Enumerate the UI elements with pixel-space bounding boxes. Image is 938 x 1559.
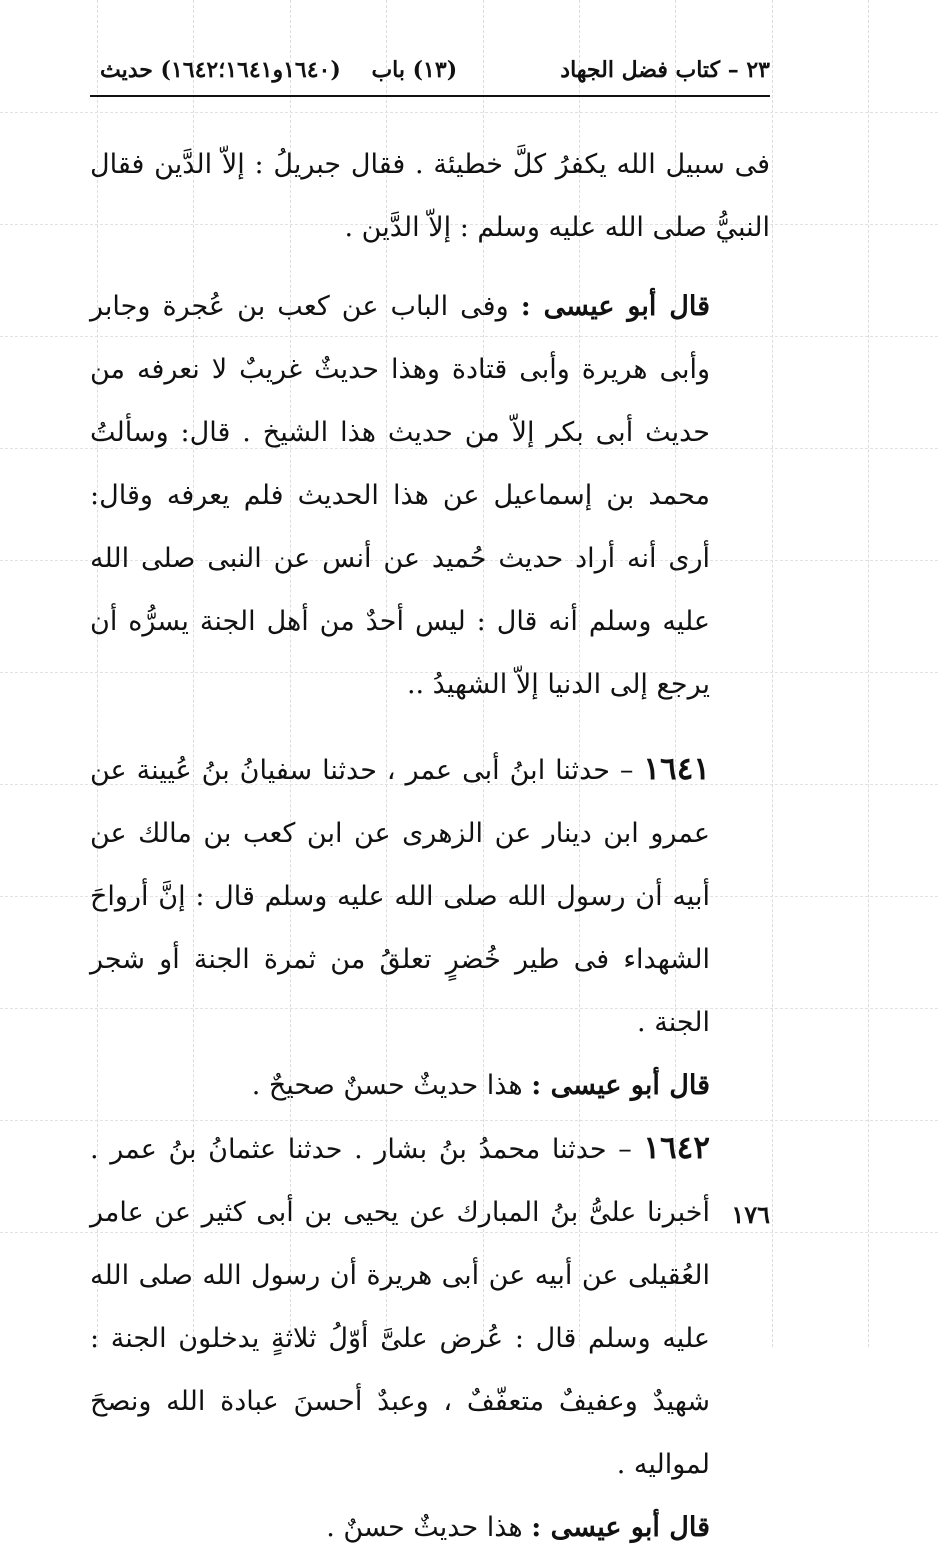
header-rule [90, 95, 770, 97]
hadith-1642 [90, 1117, 770, 1496]
grading-lead: قال أبو عيسى : [531, 1512, 710, 1543]
hadith-number: ١٦٤١ [643, 751, 710, 787]
header-hadith-range: (١٦٤٠و١٦٤١؛١٦٤٢) حديث [100, 57, 341, 83]
grading-text: هذا حديثٌ حسنٌ صحيحٌ . [251, 1070, 523, 1101]
running-header [90, 57, 770, 97]
header-section [100, 57, 457, 83]
page-number: ١٧٦ [731, 1200, 770, 1229]
header-bab: (١٣) باب [371, 57, 458, 83]
hadith-1641 [90, 738, 770, 1054]
paragraph-grading [90, 1054, 770, 1117]
guide-line [772, 0, 773, 1347]
guide-line [0, 112, 938, 113]
commentary-text: وفى الباب عن كعب بن عُجرة وجابر وأبى هريرة وأبى قتادة وهذا حديثٌ غريبٌ لا نعرفه من حديث أبى بكر إلاّ من حديث هذا الشيخ . قال: وسألتُ محمد بن إسماعيل عن هذا الحديث فلم يعرفه وقال: أرى أنه أراد حديث حُميد عن أنس عن النبى صلى الله عليه وسلم أنه قال : ليس أحدٌ من أهل الجنة يسرُّه أن يرجع إلى الدنيا إلاّ الشهيدُ .. [90, 291, 710, 700]
grading-text: هذا حديثٌ حسنٌ . [326, 1512, 523, 1543]
hadith-text: – حدثنا محمدُ بنُ بشار . حدثنا عثمانُ بنُ عمر . أخبرنا علىُّ بنُ المبارك عن يحيى بن أبى كثير عن عامر العُقيلى عن أبيه عن أبى هريرة أن رسول الله صلى الله عليه وسلم قال : عُرض علىَّ أوّلُ ثلاثةٍ يدخلون الجنة : شهيدٌ وعفيفٌ متعفّفٌ ، وعبدٌ أحسنَ عبادة الله ونصحَ لمواليه . [90, 1134, 710, 1480]
header-chapter-title: ٢٣ – كتاب فضل الجهاد [560, 57, 770, 83]
document-body [90, 133, 770, 1559]
grading-lead: قال أبو عيسى : [531, 1070, 710, 1101]
paragraph-continuation: فى سبيل الله يكفرُ كلَّ خطيئة . فقال جبريلُ : إلاّ الدَّين فقال النبيُّ صلى الله عليه وسلم : إلاّ الدَّين . [90, 149, 770, 243]
paragraph-grading [90, 1496, 770, 1559]
guide-line [868, 0, 869, 1347]
hadith-number: ١٦٤٢ [643, 1130, 710, 1166]
commentary-lead: قال أبو عيسى : [520, 291, 711, 322]
paragraph-commentary [90, 275, 770, 716]
hadith-text: – حدثنا ابنُ أبى عمر ، حدثنا سفيانُ بنُ عُيينة عن عمرو ابن دينار عن الزهرى عن ابن كعب بن مالك عن أبيه أن رسول الله صلى الله عليه وسلم قال : إنَّ أرواحَ الشهداء فى طير خُضرٍ تعلقُ من ثمرة الجنة أو شجر الجنة . [90, 755, 710, 1038]
